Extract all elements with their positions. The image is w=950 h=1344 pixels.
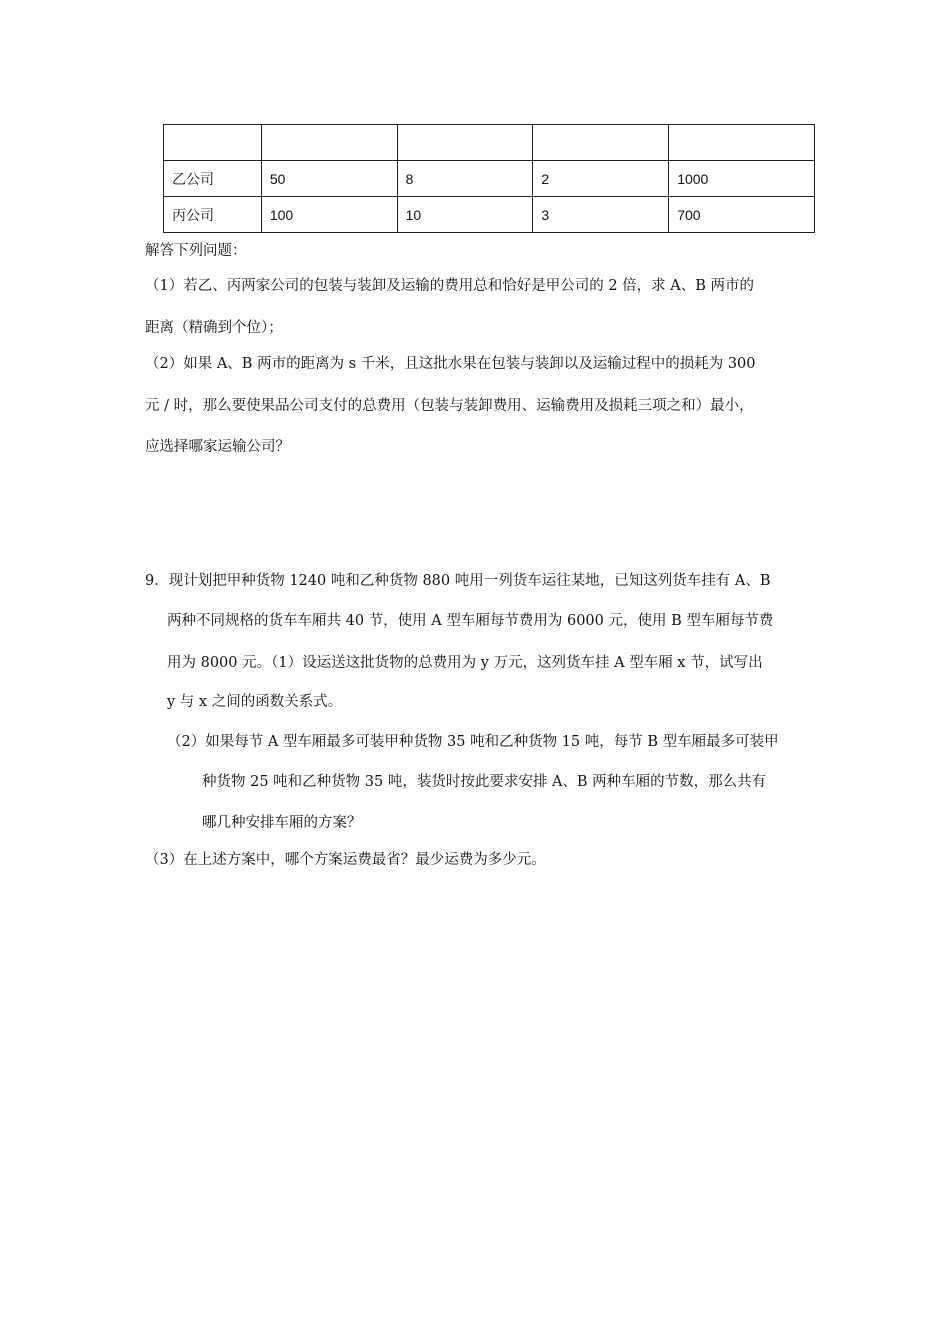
q9-part2-line3: 哪几种安排车厢的方案？ bbox=[202, 815, 362, 831]
table-cell: 乙公司 bbox=[164, 161, 262, 197]
table-cell: 100 bbox=[261, 197, 397, 233]
q9-line1: 9．现计划把甲种货物 1240 吨和乙种货物 880 吨用一列货车运往某地，已知这列货车挂有 A、B bbox=[145, 573, 771, 589]
table-cell: 丙公司 bbox=[164, 197, 262, 233]
table-cell: 2 bbox=[533, 161, 669, 197]
q9-line2: 两种不同规格的货车车厢共 40 节，使用 A 型车厢每节费用为 6000 元，使用 B 型车厢每节费 bbox=[167, 613, 774, 629]
table-cell bbox=[397, 125, 533, 161]
q9-part2-line1: （2）如果每节 A 型车厢最多可装甲种货物 35 吨和乙种货物 15 吨，每节 B 型车厢最多可装甲 bbox=[167, 734, 779, 750]
table-cell bbox=[261, 125, 397, 161]
table-cell bbox=[669, 125, 815, 161]
transport-cost-table bbox=[163, 124, 815, 233]
table-cell bbox=[164, 125, 262, 161]
table-cell: 10 bbox=[397, 197, 533, 233]
q9-part3-line1: （3）在上述方案中，哪个方案运费最省？最少运费为多少元。 bbox=[145, 852, 546, 868]
q8-part1-line1: （1）若乙、丙两家公司的包装与装卸及运输的费用总和恰好是甲公司的 2 倍，求 A、B 两市的 bbox=[145, 278, 755, 294]
q8-part1-line2: 距离（精确到个位）； bbox=[145, 320, 283, 336]
table-cell: 1000 bbox=[669, 161, 815, 197]
table-cell bbox=[533, 125, 669, 161]
q9-line4: y 与 x 之间的函数关系式。 bbox=[167, 694, 343, 710]
q9-part2-line2: 种货物 25 吨和乙种货物 35 吨，装货时按此要求安排 A、B 两种车厢的节数，那么共有 bbox=[202, 774, 767, 790]
q8-part2-line2: 元 / 时，那么要使果品公司支付的总费用（包装与装卸费用、运输费用及损耗三项之和）最小， bbox=[145, 398, 754, 414]
table-row bbox=[164, 197, 815, 233]
q9-line3: 用为 8000 元。（1）设运送这批货物的总费用为 y 万元，这列货车挂 A 型车厢 x 节，试写出 bbox=[167, 655, 763, 671]
table-cell: 8 bbox=[397, 161, 533, 197]
q8-part2-line1: （2）如果 A、B 两市的距离为 s 千米，且这批水果在包装与装卸以及运输过程中的损耗为 300 bbox=[145, 356, 756, 372]
q8-part2-line3: 应选择哪家运输公司？ bbox=[145, 439, 290, 455]
table-cell: 700 bbox=[669, 197, 815, 233]
table-row bbox=[164, 161, 815, 197]
table-cell: 3 bbox=[533, 197, 669, 233]
q8-intro: 解答下列问题： bbox=[145, 243, 247, 259]
table-cell: 50 bbox=[261, 161, 397, 197]
table-row bbox=[164, 125, 815, 161]
